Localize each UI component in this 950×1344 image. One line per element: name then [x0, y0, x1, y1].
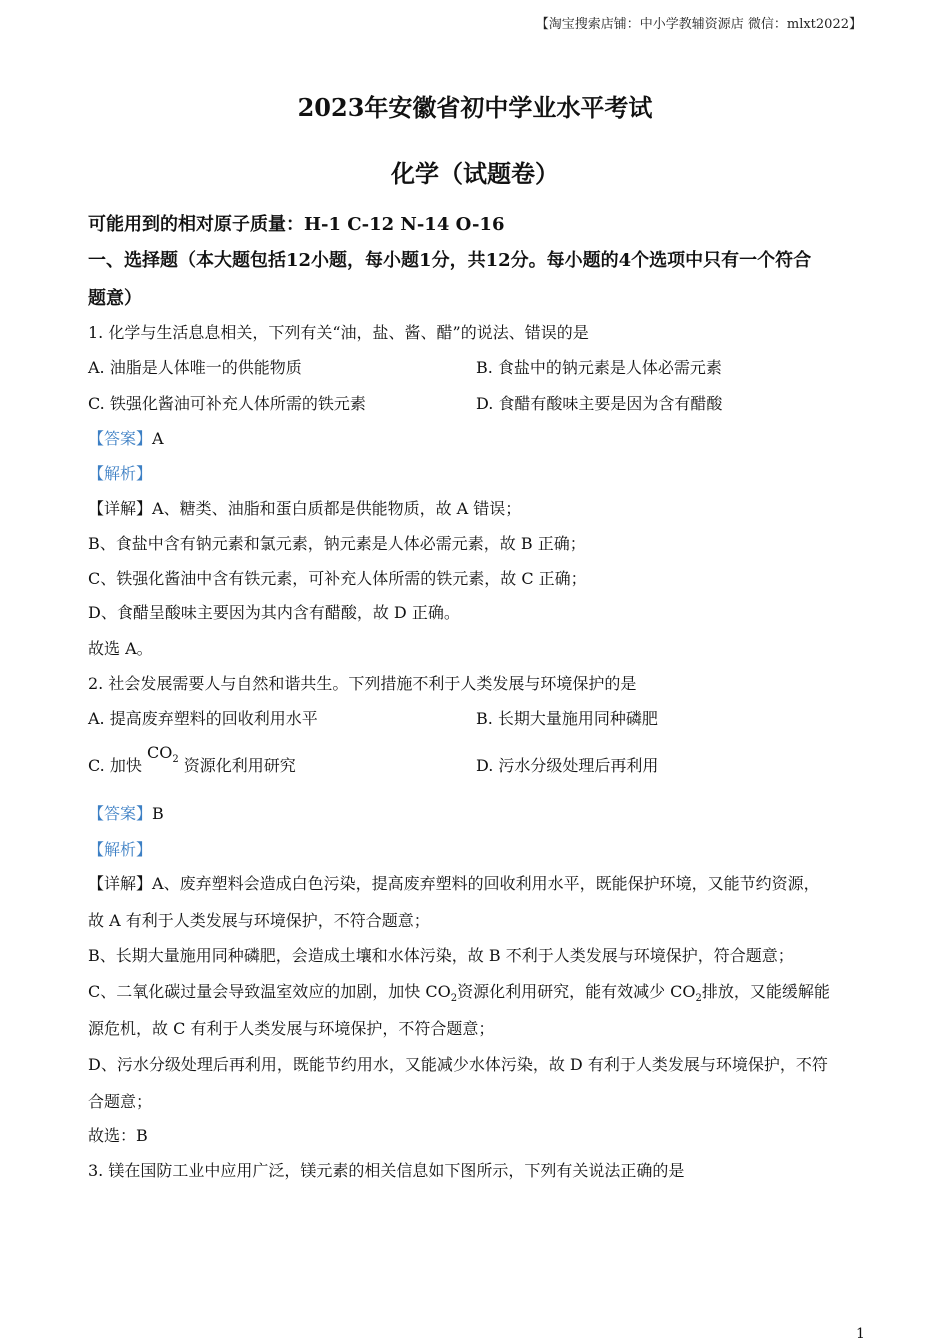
exam-subtitle: 化学（试题卷）	[391, 159, 559, 188]
q1-answer	[88, 426, 164, 449]
answer-label: 【答案】	[88, 429, 153, 448]
q2-option-c: C. 加快 $CO_2$ 资源化利用研究	[88, 743, 296, 775]
q1-analysis-label: 【解析】	[88, 464, 153, 483]
q1-detail-a: 【详解】A、糖类、油脂和蛋白质都是供能物质，故 A 错误；	[88, 499, 522, 518]
q1-option-c: C. 铁强化酱油可补充人体所需的铁元素	[88, 394, 366, 413]
q1-option-b: B. 食盐中的钠元素是人体必需元素	[476, 358, 722, 377]
q1-option-a: A. 油脂是人体唯一的供能物质	[88, 358, 302, 377]
q2-detail-d1: D、污水分级处理后再利用，既能节约用水，又能减少水体污染，故 D 有利于人类发展与环境保护，不符	[88, 1055, 828, 1074]
q1-conclusion: 故选 A。	[88, 639, 153, 658]
q2-option-b: B. 长期大量施用同种磷肥	[476, 709, 658, 728]
q2-detail-c2: 源危机，故 C 有利于人类发展与环境保护，不符合题意；	[88, 1019, 495, 1038]
q2-detail-a1: 【详解】A、废弃塑料会造成白色污染，提高废弃塑料的回收利用水平，既能保护环境，又能节约资源，	[88, 874, 820, 893]
q3-stem: 3. 镁在国防工业中应用广泛，镁元素的相关信息如下图所示，下列有关说法正确的是	[88, 1161, 685, 1180]
answer-value: B	[152, 804, 164, 823]
atomic-masses: 可能用到的相对原子质量：H-1 C-12 N-14 O-16	[88, 214, 505, 235]
co2-formula: $CO_2$	[146, 743, 179, 766]
q1-stem: 1. 化学与生活息息相关，下列有关“油，盐、酱、醋”的说法、错误的是	[88, 323, 589, 342]
q2-detail-d2: 合题意；	[88, 1092, 153, 1111]
q1-option-d: D. 食醋有酸味主要是因为含有醋酸	[476, 394, 723, 413]
exam-title: 2023年安徽省初中学业水平考试	[297, 93, 653, 122]
q2-conclusion: 故选：B	[88, 1126, 148, 1145]
section-heading-cont: 题意）	[88, 288, 142, 309]
page-number: 1	[856, 1326, 865, 1342]
page-header: 【淘宝搜索店铺：中小学教辅资源店 微信：mlxt2022】	[535, 17, 862, 32]
q2-answer	[88, 801, 164, 824]
q2-analysis-label: 【解析】	[88, 840, 153, 859]
section-heading: 一、选择题（本大题包括12小题，每小题1分，共12分。每小题的4个选项中只有一个符合	[88, 250, 812, 271]
answer-label: 【答案】	[88, 804, 153, 823]
detail-label: 【详解】	[88, 499, 153, 518]
q2-detail-a2: 故 A 有利于人类发展与环境保护，不符合题意；	[88, 911, 430, 930]
q1-detail-c: C、铁强化酱油中含有铁元素，可补充人体所需的铁元素，故 C 正确；	[88, 569, 587, 588]
detail-label: 【详解】	[88, 874, 153, 893]
q2-detail-b: B、长期大量施用同种磷肥，会造成土壤和水体污染，故 B 不利于人类发展与环境保护，符合题意；	[88, 946, 794, 965]
q2-stem: 2. 社会发展需要人与自然和谐共生。下列措施不利于人类发展与环境保护的是	[88, 674, 637, 693]
q2-detail-c1: C、二氧化碳过量会导致温室效应的加剧，加快 $CO_2$资源化利用研究，能有效减少 $CO_2$排放，又能缓解能	[88, 982, 830, 1005]
answer-value: A	[152, 429, 164, 448]
q2-option-d: D. 污水分级处理后再利用	[476, 756, 659, 775]
q1-detail-d: D、食醋呈酸味主要因为其内含有醋酸，故 D 正确。	[88, 603, 460, 622]
q2-option-a: A. 提高废弃塑料的回收利用水平	[88, 709, 318, 728]
q1-detail-b: B、食盐中含有钠元素和氯元素，钠元素是人体必需元素，故 B 正确；	[88, 534, 586, 553]
